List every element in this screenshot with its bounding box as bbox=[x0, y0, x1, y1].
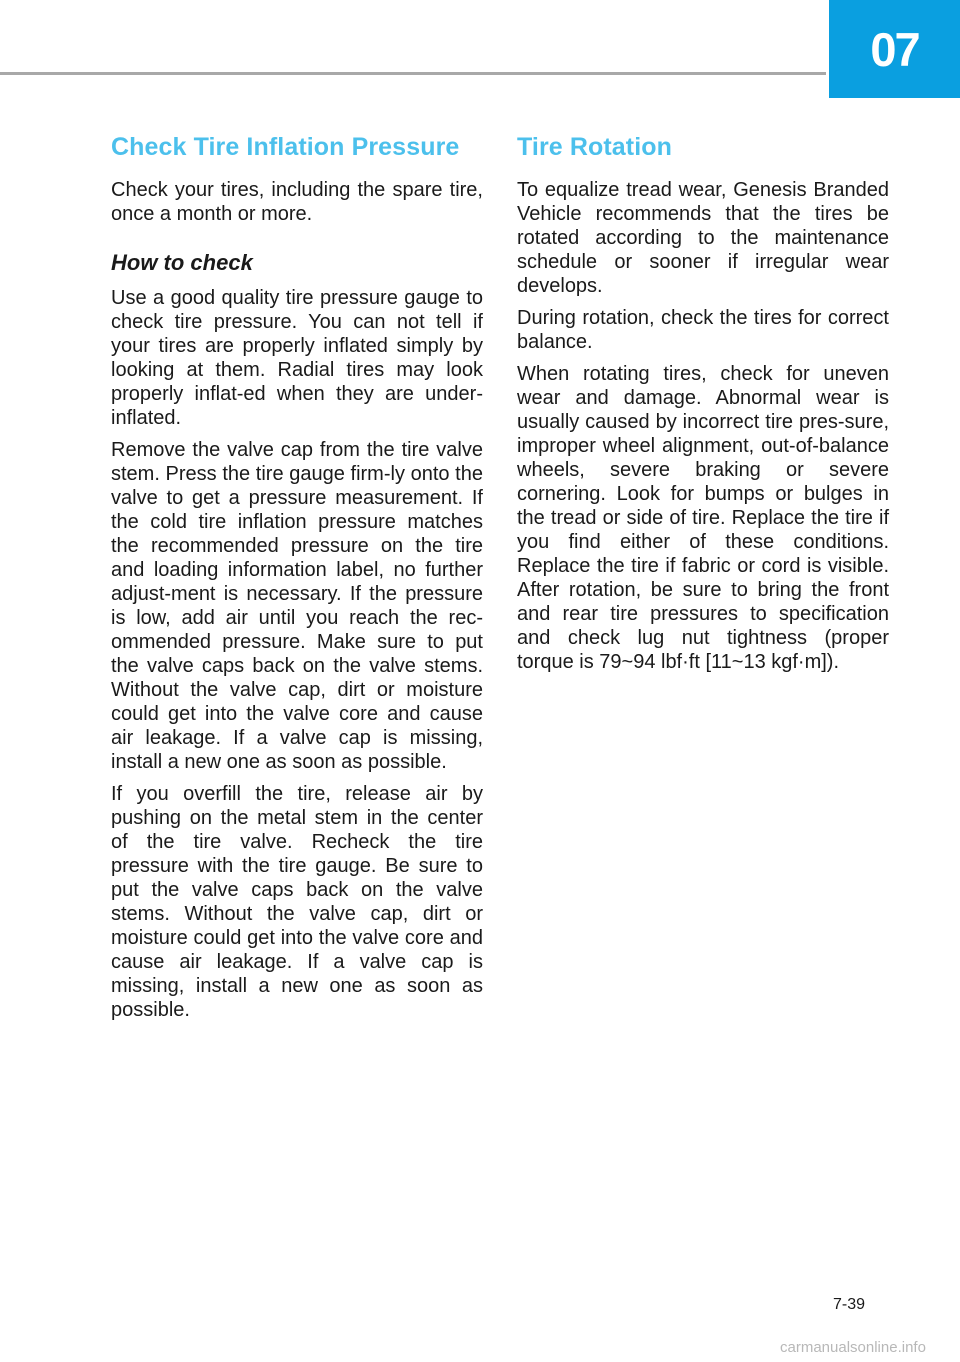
body-paragraph: To equalize tread wear, Genesis Branded Vehicle recommends that the tires be rotated according to the maintenance schedule or sooner if irregular wear develops. bbox=[517, 179, 889, 297]
chapter-number: 07 bbox=[870, 22, 919, 76]
watermark: carmanualsonline.info bbox=[780, 1339, 926, 1356]
left-column bbox=[111, 126, 483, 1030]
right-column bbox=[517, 126, 889, 682]
body-paragraph: During rotation, check the tires for correct balance. bbox=[517, 307, 889, 353]
subheading-how-to-check: How to check bbox=[111, 250, 253, 275]
section-heading-tire-rotation: Tire Rotation bbox=[517, 133, 673, 161]
body-paragraph: When rotating tires, check for uneven wear and damage. Abnormal wear is usually caused by incorrect tire pres-sure, improper wheel alignment, out-of-balance wheels, severe braking or severe cornering. Look for bumps or bulges in the tread or side of tire. Replace the tire if you find either of these conditions. Replace the tire if fabric or cord is visible. After rotation, be sure to bring the front and rear tire pressures to specification and check lug nut tightness (proper torque is 79~94 lbf·ft [11~13 kgf·m]). bbox=[517, 363, 889, 673]
chapter-tab bbox=[829, 0, 960, 98]
body-paragraph: If you overfill the tire, release air by pushing on the metal stem in the center of the tire valve. Recheck the tire pressure with the tire gauge. Be sure to put the valve caps back on the valve stems. Without the valve cap, dirt or moisture could get into the valve core and cause air leakage. If a valve cap is missing, install a new one as soon as possible. bbox=[111, 783, 483, 1021]
section-heading-check-tire-inflation: Check Tire Inflation Pressure bbox=[111, 133, 460, 161]
page-number: 7-39 bbox=[833, 1296, 866, 1313]
body-paragraph: Remove the valve cap from the tire valve stem. Press the tire gauge firm-ly onto the valve to get a pressure measurement. If the cold tire inflation pressure matches the recommended pressure on the tire and loading information label, no further adjust-ment is necessary. If the pressure is low, add air until you reach the rec-ommended pressure. Make sure to put the valve caps back on the valve stems. Without the valve cap, dirt or moisture could get into the valve core and cause air leakage. If a valve cap is missing, install a new one as soon as possible. bbox=[111, 439, 483, 773]
body-paragraph: Use a good quality tire pressure gauge to check tire pressure. You can not tell if your tires are properly inflated simply by looking at them. Radial tires may look properly inflat-ed when they are under-inflated. bbox=[111, 287, 483, 429]
header-rule bbox=[0, 72, 826, 75]
intro-paragraph: Check your tires, including the spare tire, once a month or more. bbox=[111, 179, 483, 225]
